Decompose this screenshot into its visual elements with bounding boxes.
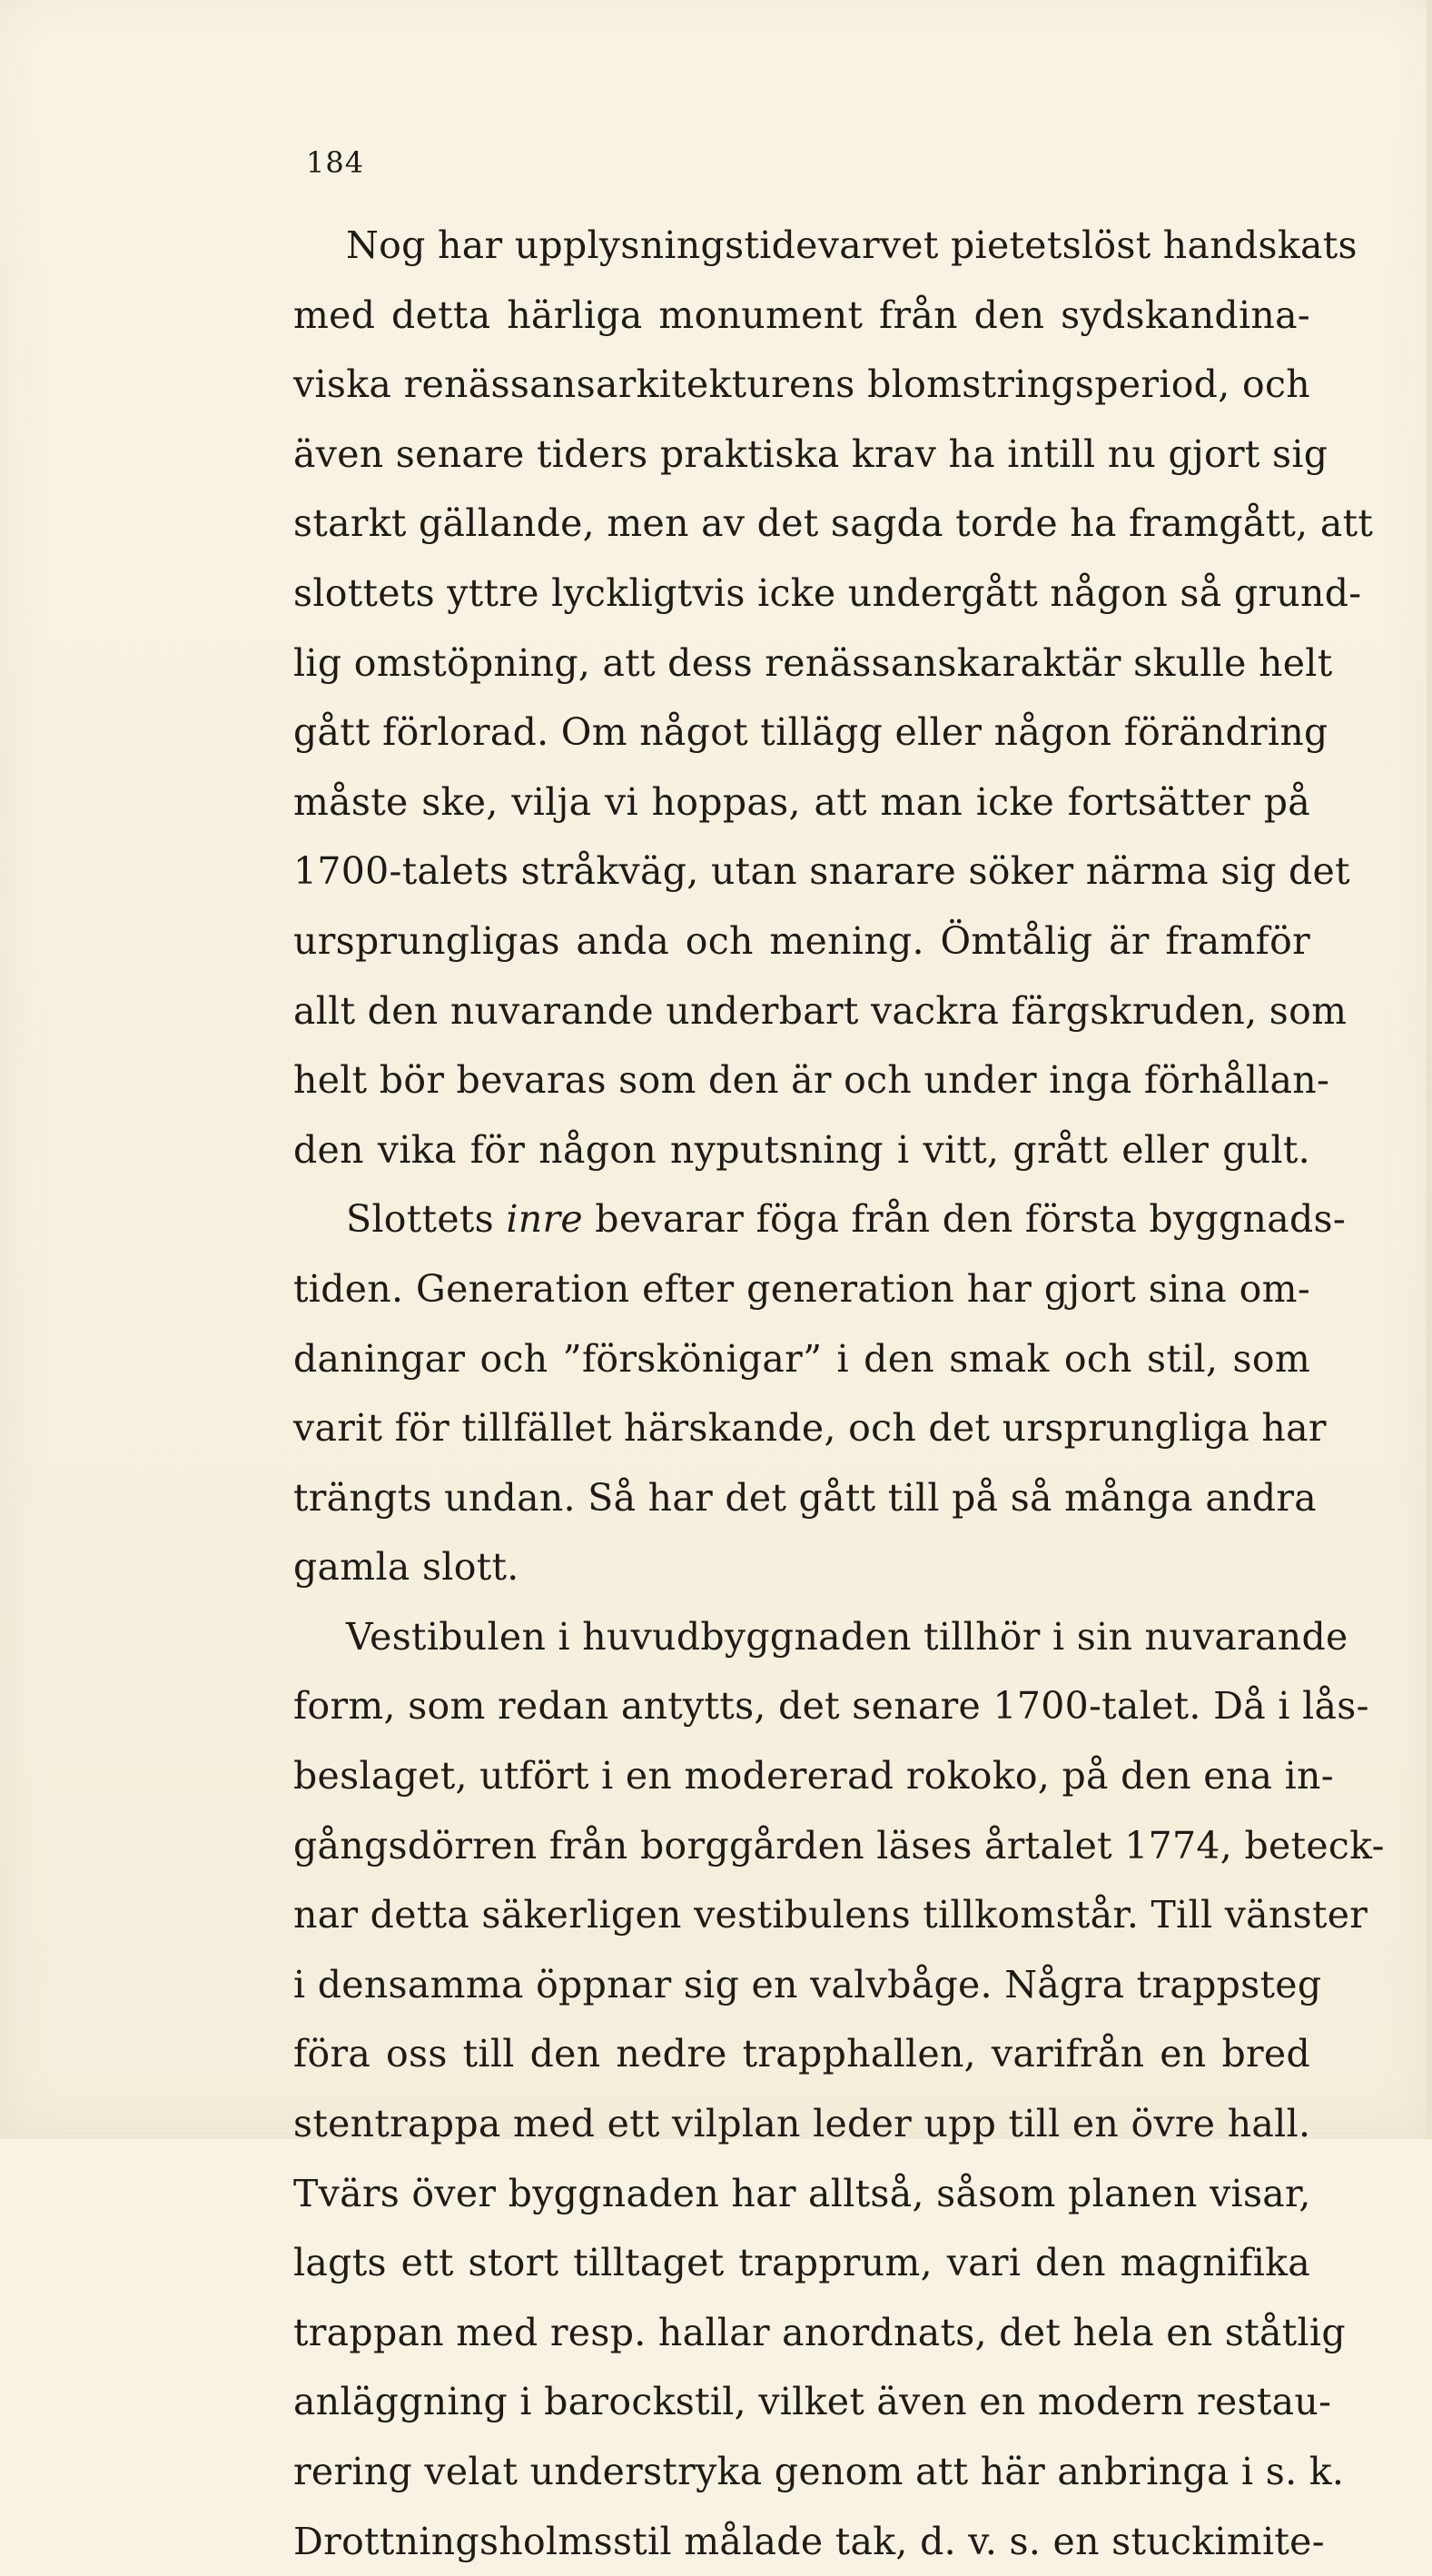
text-line: trappan med resp. hallar anordnats, det hela en ståtlig bbox=[293, 2310, 1346, 2354]
text-line: helt bör bevaras som den är och under inga förhållan- bbox=[293, 1058, 1330, 1103]
text-run: bevarar föga från den första byggnads- bbox=[582, 1197, 1347, 1242]
text-line: anläggning i barockstil, vilket även en modern restau- bbox=[293, 2380, 1332, 2424]
text-line: trängts undan. Så har det gått till på så många andra bbox=[293, 1475, 1318, 1520]
text-line: gamla slott. bbox=[293, 1545, 519, 1590]
text-line: lagts ett stort tilltaget trapprum, vari den magnifika bbox=[293, 2241, 1310, 2285]
text-line: Vestibulen i huvudbyggnaden tillhör i sin nuvarande bbox=[346, 1614, 1348, 1659]
body-text bbox=[293, 211, 1385, 2576]
text-line: måste ske, vilja vi hoppas, att man icke fortsätter på bbox=[293, 779, 1310, 824]
text-line: beslaget, utfört i en modererad rokoko, på den ena in- bbox=[293, 1754, 1334, 1798]
text-line: 1700-talets stråkväg, utan snarare söker närma sig det bbox=[293, 849, 1350, 894]
page-edge bbox=[1427, 0, 1432, 2139]
text-line: daningar och ”förskönigar” i den smak och stil, som bbox=[293, 1336, 1310, 1381]
text-line: form, som redan antytts, det senare 1700-talet. Då i lås- bbox=[293, 1684, 1369, 1729]
text-line: allt den nuvarande underbart vackra färgskruden, som bbox=[293, 988, 1348, 1033]
page-number: 184 bbox=[306, 145, 365, 180]
text-line: Nog har upplysningstidevarvet pietetslöst handskats bbox=[346, 223, 1358, 267]
text-line: även senare tiders praktiska krav ha intill nu gjort sig bbox=[293, 431, 1328, 476]
text-line: slottets yttre lyckligtvis icke undergått någon så grund- bbox=[293, 570, 1362, 615]
text-line: tiden. Generation efter generation har gjort sina om- bbox=[293, 1266, 1310, 1311]
text-line: nar detta säkerligen vestibulens tillkomstår. Till vänster bbox=[293, 1893, 1368, 1937]
text-line: viska renässansarkitekturens blomstringsperiod, och bbox=[293, 362, 1310, 407]
text-line: varit för tillfället härskande, och det ursprungliga har bbox=[293, 1406, 1327, 1451]
text-line: i densamma öppnar sig en valvbåge. Några trappsteg bbox=[293, 1962, 1322, 2006]
text-line: gått förlorad. Om något tillägg eller någon förändring bbox=[293, 710, 1328, 755]
text-line: med detta härliga monument från den sydskandina- bbox=[293, 292, 1310, 337]
text-line-with-emphasis bbox=[293, 1184, 1347, 1254]
text-line: stentrappa med ett vilplan leder upp till en övre hall. bbox=[293, 2102, 1311, 2146]
text-line: starkt gällande, men av det sagda torde ha framgått, att bbox=[293, 501, 1374, 546]
emphasis-text: inre bbox=[506, 1197, 583, 1242]
text-line: rering velat understryka genom att här anbringa i s. k. bbox=[293, 2450, 1345, 2493]
text-line: gångsdörren från borggården läses årtalet 1774, beteck- bbox=[293, 1823, 1385, 1868]
text-line: ursprungligas anda och mening. Ömtålig är framför bbox=[293, 918, 1310, 963]
text-line: lig omstöpning, att dess renässanskaraktär skulle helt bbox=[293, 640, 1333, 685]
text-line: den vika för någon nyputsning i vitt, grått eller gult. bbox=[293, 1127, 1310, 1172]
text-line: Drottningsholmsstil målade tak, d. v. s. en stuckimite- bbox=[293, 2519, 1325, 2563]
text-run: Slottets bbox=[346, 1197, 507, 1242]
text-line: föra oss till den nedre trapphallen, varifrån en bred bbox=[293, 2032, 1310, 2076]
text-line: Tvärs över byggnaden har alltså, såsom planen visar, bbox=[293, 2171, 1311, 2215]
